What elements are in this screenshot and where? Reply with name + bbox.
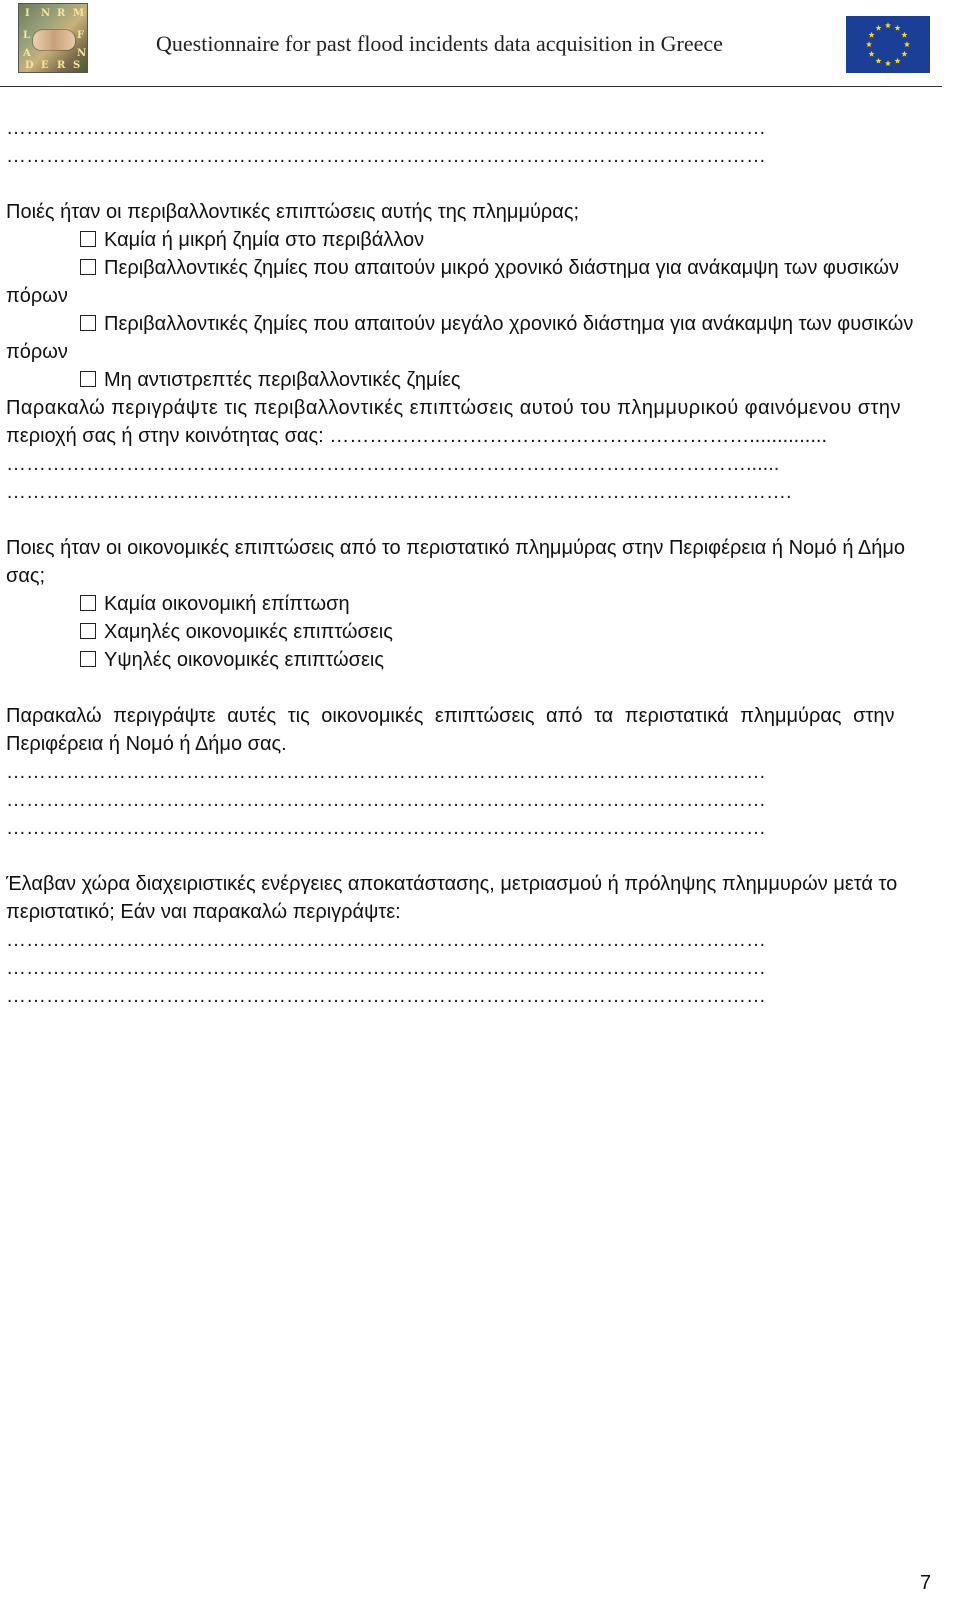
logo-letter: S [73, 60, 81, 71]
answer-line[interactable]: …………………………………………………………………………………………………… [6, 957, 766, 979]
logo-letter: R [57, 8, 66, 19]
econ-describe-prompt-cont: Περιφέρεια ή Νομό ή Δήμο σας. [6, 733, 287, 755]
checkbox-icon[interactable] [80, 651, 96, 667]
answer-line[interactable]: …………………………………………………………………………………………………… [6, 145, 766, 167]
header-divider [0, 86, 942, 87]
spacer [6, 506, 936, 534]
env-describe-prompt-cont[interactable]: περιοχή σας ή στην κοινότητας σας: ……………………………………………………….............. [6, 425, 828, 447]
checkbox-icon[interactable] [80, 595, 96, 611]
answer-line[interactable]: …………………………………………………………………………………………………...... [6, 453, 780, 475]
page-header [0, 0, 960, 90]
checkbox-icon[interactable] [80, 315, 96, 331]
spacer [6, 170, 936, 198]
logo-letter: N [41, 8, 51, 19]
checkbox-icon[interactable] [80, 231, 96, 247]
questionnaire-body [6, 114, 936, 1010]
option-label: Υψηλές οικονομικές επιπτώσεις [104, 649, 385, 671]
logo-letter: L [23, 30, 31, 41]
option-label: Καμία ή μικρή ζημία στο περιβάλλον [104, 229, 425, 251]
answer-line[interactable]: …………………………………………………………………………………………………… [6, 117, 766, 139]
logo-letter: I [25, 8, 30, 19]
document-title: Questionnaire for past flood incidents data acquisition in Greece [156, 31, 723, 56]
env-describe-prompt: Παρακαλώ περιγράψτε τις περιβαλλοντικές επιπτώσεις αυτού του πλημμυρικού φαινόμενου στην [6, 397, 901, 419]
answer-line[interactable]: …………………………………………………………………………………………………… [6, 817, 766, 839]
option-label-continuation: πόρων [6, 341, 68, 363]
option-label: Μη αντιστρεπτές περιβαλλοντικές ζημίες [104, 369, 461, 391]
env-option-2[interactable] [6, 254, 936, 282]
checkbox-icon[interactable] [80, 259, 96, 275]
answer-line[interactable]: …………………………………………………………………………………………………… [6, 929, 766, 951]
option-label: Χαμηλές οικονομικές επιπτώσεις [104, 621, 393, 643]
handshake-icon [33, 30, 75, 50]
env-option-1[interactable] [6, 226, 936, 254]
econ-describe-prompt: Παρακαλώ περιγράψτε αυτές τις οικονομικές επιπτώσεις από τα περιστατικά πλημμύρας στην [6, 705, 895, 727]
spacer [6, 842, 936, 870]
env-option-4[interactable] [6, 366, 936, 394]
econ-question: Ποιες ήταν οι οικονομικές επιπτώσεις από το περιστατικό πλημμύρας στην Περιφέρεια ή Νομό ή Δήμο [6, 537, 906, 559]
spacer [6, 674, 936, 702]
checkbox-icon[interactable] [80, 623, 96, 639]
option-label: Περιβαλλοντικές ζημίες που απαιτούν μικρό χρονικό διάστημα για ανάκαμψη των φυσικών [104, 257, 899, 279]
answer-line[interactable]: ………………………………………………………………………………………………………. [6, 481, 792, 503]
logo-letter: N [77, 48, 87, 59]
option-label-continuation: πόρων [6, 285, 68, 307]
econ-question-cont: σας; [6, 565, 46, 587]
logo-letter: E [41, 60, 49, 71]
answer-line[interactable]: …………………………………………………………………………………………………… [6, 985, 766, 1007]
econ-option-3[interactable] [6, 646, 936, 674]
checkbox-icon[interactable] [80, 371, 96, 387]
mgmt-question: Έλαβαν χώρα διαχειριστικές ενέργειες αποκατάστασης, μετριασμού ή πρόληψης πλημμυρών μετά το [6, 873, 898, 895]
project-logo [18, 3, 88, 73]
env-question: Ποιές ήταν οι περιβαλλοντικές επιπτώσεις αυτής της πλημμύρας; [6, 201, 580, 223]
logo-letter: D [25, 60, 34, 71]
logo-letter: F [77, 30, 85, 41]
eu-flag-icon [846, 16, 930, 73]
env-option-3[interactable] [6, 310, 936, 338]
answer-line[interactable]: …………………………………………………………………………………………………… [6, 761, 766, 783]
econ-option-2[interactable] [6, 618, 936, 646]
option-label: Καμία οικονομική επίπτωση [104, 593, 350, 615]
page-number: 7 [920, 1572, 932, 1594]
logo-letter: A [23, 48, 31, 59]
logo-letter: R [57, 60, 66, 71]
logo-letter: M [73, 8, 85, 19]
option-label: Περιβαλλοντικές ζημίες που απαιτούν μεγάλο χρονικό διάστημα για ανάκαμψη των φυσικών [104, 313, 914, 335]
answer-line[interactable]: …………………………………………………………………………………………………… [6, 789, 766, 811]
econ-option-1[interactable] [6, 590, 936, 618]
mgmt-question-cont: περιστατικό; Εάν ναι παρακαλώ περιγράψτε: [6, 901, 401, 923]
